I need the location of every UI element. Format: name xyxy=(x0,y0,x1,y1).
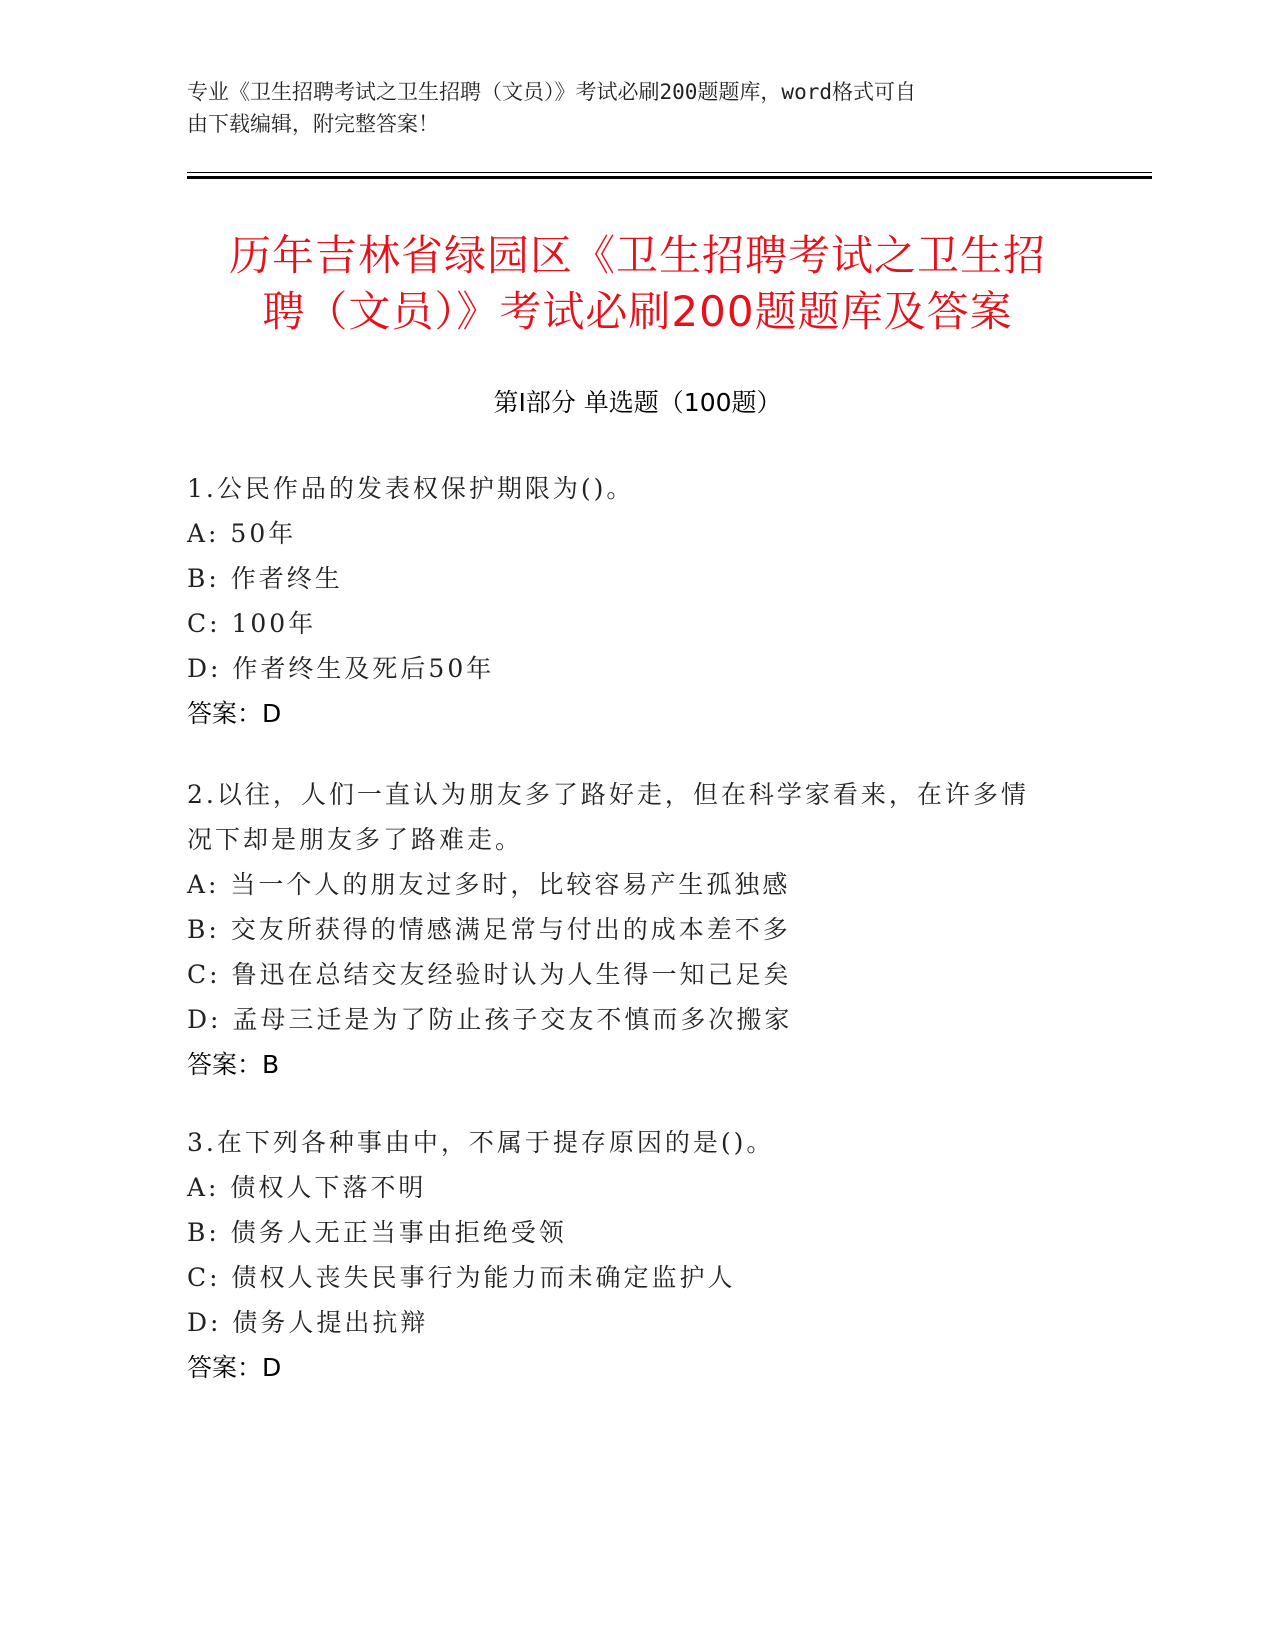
header-note xyxy=(187,76,1067,140)
section-title: 第I部分 单选题（100题） xyxy=(493,388,782,417)
header-rule-thick xyxy=(187,176,1152,179)
answer: 答案：D xyxy=(187,1353,282,1382)
question-stem: 2.以往，人们一直认为朋友多了路好走，但在科学家看来，在许多情 xyxy=(187,780,1029,809)
header-note-line-2: 由下载编辑，附完整答案！ xyxy=(187,112,439,136)
document-title-line-1: 历年吉林省绿园区《卫生招聘考试之卫生招 xyxy=(228,231,1046,280)
option-a: A: 债权人下落不明 xyxy=(187,1173,427,1202)
answer: 答案：B xyxy=(187,1050,280,1079)
option-b: B: 债务人无正当事由拒绝受领 xyxy=(187,1218,567,1247)
question-stem-continued: 况下却是朋友多了路难走。 xyxy=(187,825,524,854)
document-title xyxy=(150,228,1125,340)
question-stem: 1.公民作品的发表权保护期限为()。 xyxy=(187,474,635,503)
option-d: D: 作者终生及死后50年 xyxy=(187,654,495,683)
question-stem: 3.在下列各种事由中，不属于提存原因的是()。 xyxy=(187,1128,775,1157)
header-note-line-1: 专业《卫生招聘考试之卫生招聘（文员）》考试必刷200题题库，word格式可自 xyxy=(187,80,916,104)
option-c: C: 100年 xyxy=(187,609,317,638)
option-b: B: 交友所获得的情感满足常与付出的成本差不多 xyxy=(187,915,791,944)
option-a: A: 当一个人的朋友过多时，比较容易产生孤独感 xyxy=(187,870,791,899)
option-a: A: 50年 xyxy=(187,519,297,548)
header-rule-thin xyxy=(187,172,1152,173)
option-c: C: 鲁迅在总结交友经验时认为人生得一知己足矣 xyxy=(187,960,792,989)
question-3 xyxy=(187,1120,1067,1390)
answer: 答案：D xyxy=(187,699,282,728)
option-d: D: 孟母三迁是为了防止孩子交友不慎而多次搬家 xyxy=(187,1005,793,1034)
document-title-line-2: 聘（文员）》考试必刷200题题库及答案 xyxy=(262,287,1013,336)
option-d: D: 债务人提出抗辩 xyxy=(187,1308,429,1337)
question-1 xyxy=(187,466,1067,736)
option-b: B: 作者终生 xyxy=(187,564,343,593)
option-c: C: 债权人丧失民事行为能力而未确定监护人 xyxy=(187,1263,736,1292)
question-2 xyxy=(187,772,1067,1087)
